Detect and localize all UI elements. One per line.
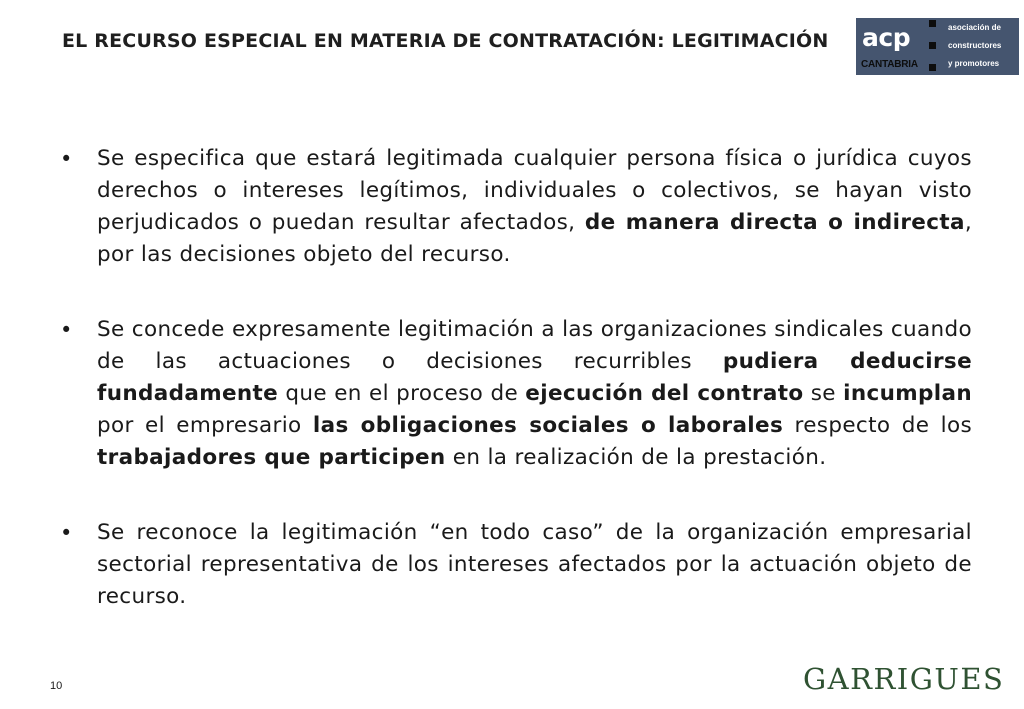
bold-text: ejecución del contrato [525,381,804,406]
logo-acp-text: acp [862,23,911,52]
acp-cantabria-logo [856,18,1019,75]
bullet-item [60,314,972,474]
text-segment: por el empresario [97,413,313,438]
bold-text: pudiera deducirse fundadamente [97,349,972,406]
bullet-dot-icon: • [60,147,73,171]
bold-text: de manera directa o indirecta [584,210,965,235]
logo-line: asociación de [948,23,1001,32]
text-segment: respecto de los [783,413,973,438]
text-segment: que en el proceso de [278,381,526,406]
text-segment: Se especifica que estará legitimada cualquier persona física o jurídica cuyos derechos o intereses legítimos, individuales o colectivos, se hayan visto perjudicados o puedan resultar afectados, [97,146,972,235]
bullet-dot-icon: • [60,318,73,342]
text-segment: Se reconoce la legitimación “en todo caso” de la organización empresarial sectorial representativa de los intereses afectados por la actuación objeto de recurso. [97,520,972,609]
text-segment: se [803,381,844,406]
bullet-item [60,143,972,271]
bullet-item [60,517,972,613]
logo-region-text: CANTABRIA [861,59,918,70]
slide-title: EL RECURSO ESPECIAL EN MATERIA DE CONTRATACIÓN: LEGITIMACIÓN [62,30,829,52]
text-segment: en la realización de la prestación. [445,445,827,470]
text-segment: Se concede expresamente legitimación a las organizaciones sindicales cuando de las actuaciones o decisiones recurribles [97,317,972,374]
bullet-text [97,143,972,271]
text-segment: , por las decisiones objeto del recurso. [97,210,972,267]
logo-line: y promotores [948,59,1000,68]
page-number: 10 [50,680,63,692]
logo-line: constructores [948,41,1002,50]
logo-tagline [942,18,1019,75]
bullet-dot-icon: • [60,521,73,545]
logo-wordmark [856,18,926,75]
bullet-text [97,517,972,613]
bold-text: las obligaciones sociales o laborales [312,413,784,438]
bold-text: incumplan [843,381,973,406]
bullet-list [60,143,972,656]
logo-squares-icon [926,18,942,75]
bold-text: trabajadores que participen [97,445,446,470]
garrigues-logo: GARRIGUES [803,662,1005,696]
bullet-text [97,314,972,474]
